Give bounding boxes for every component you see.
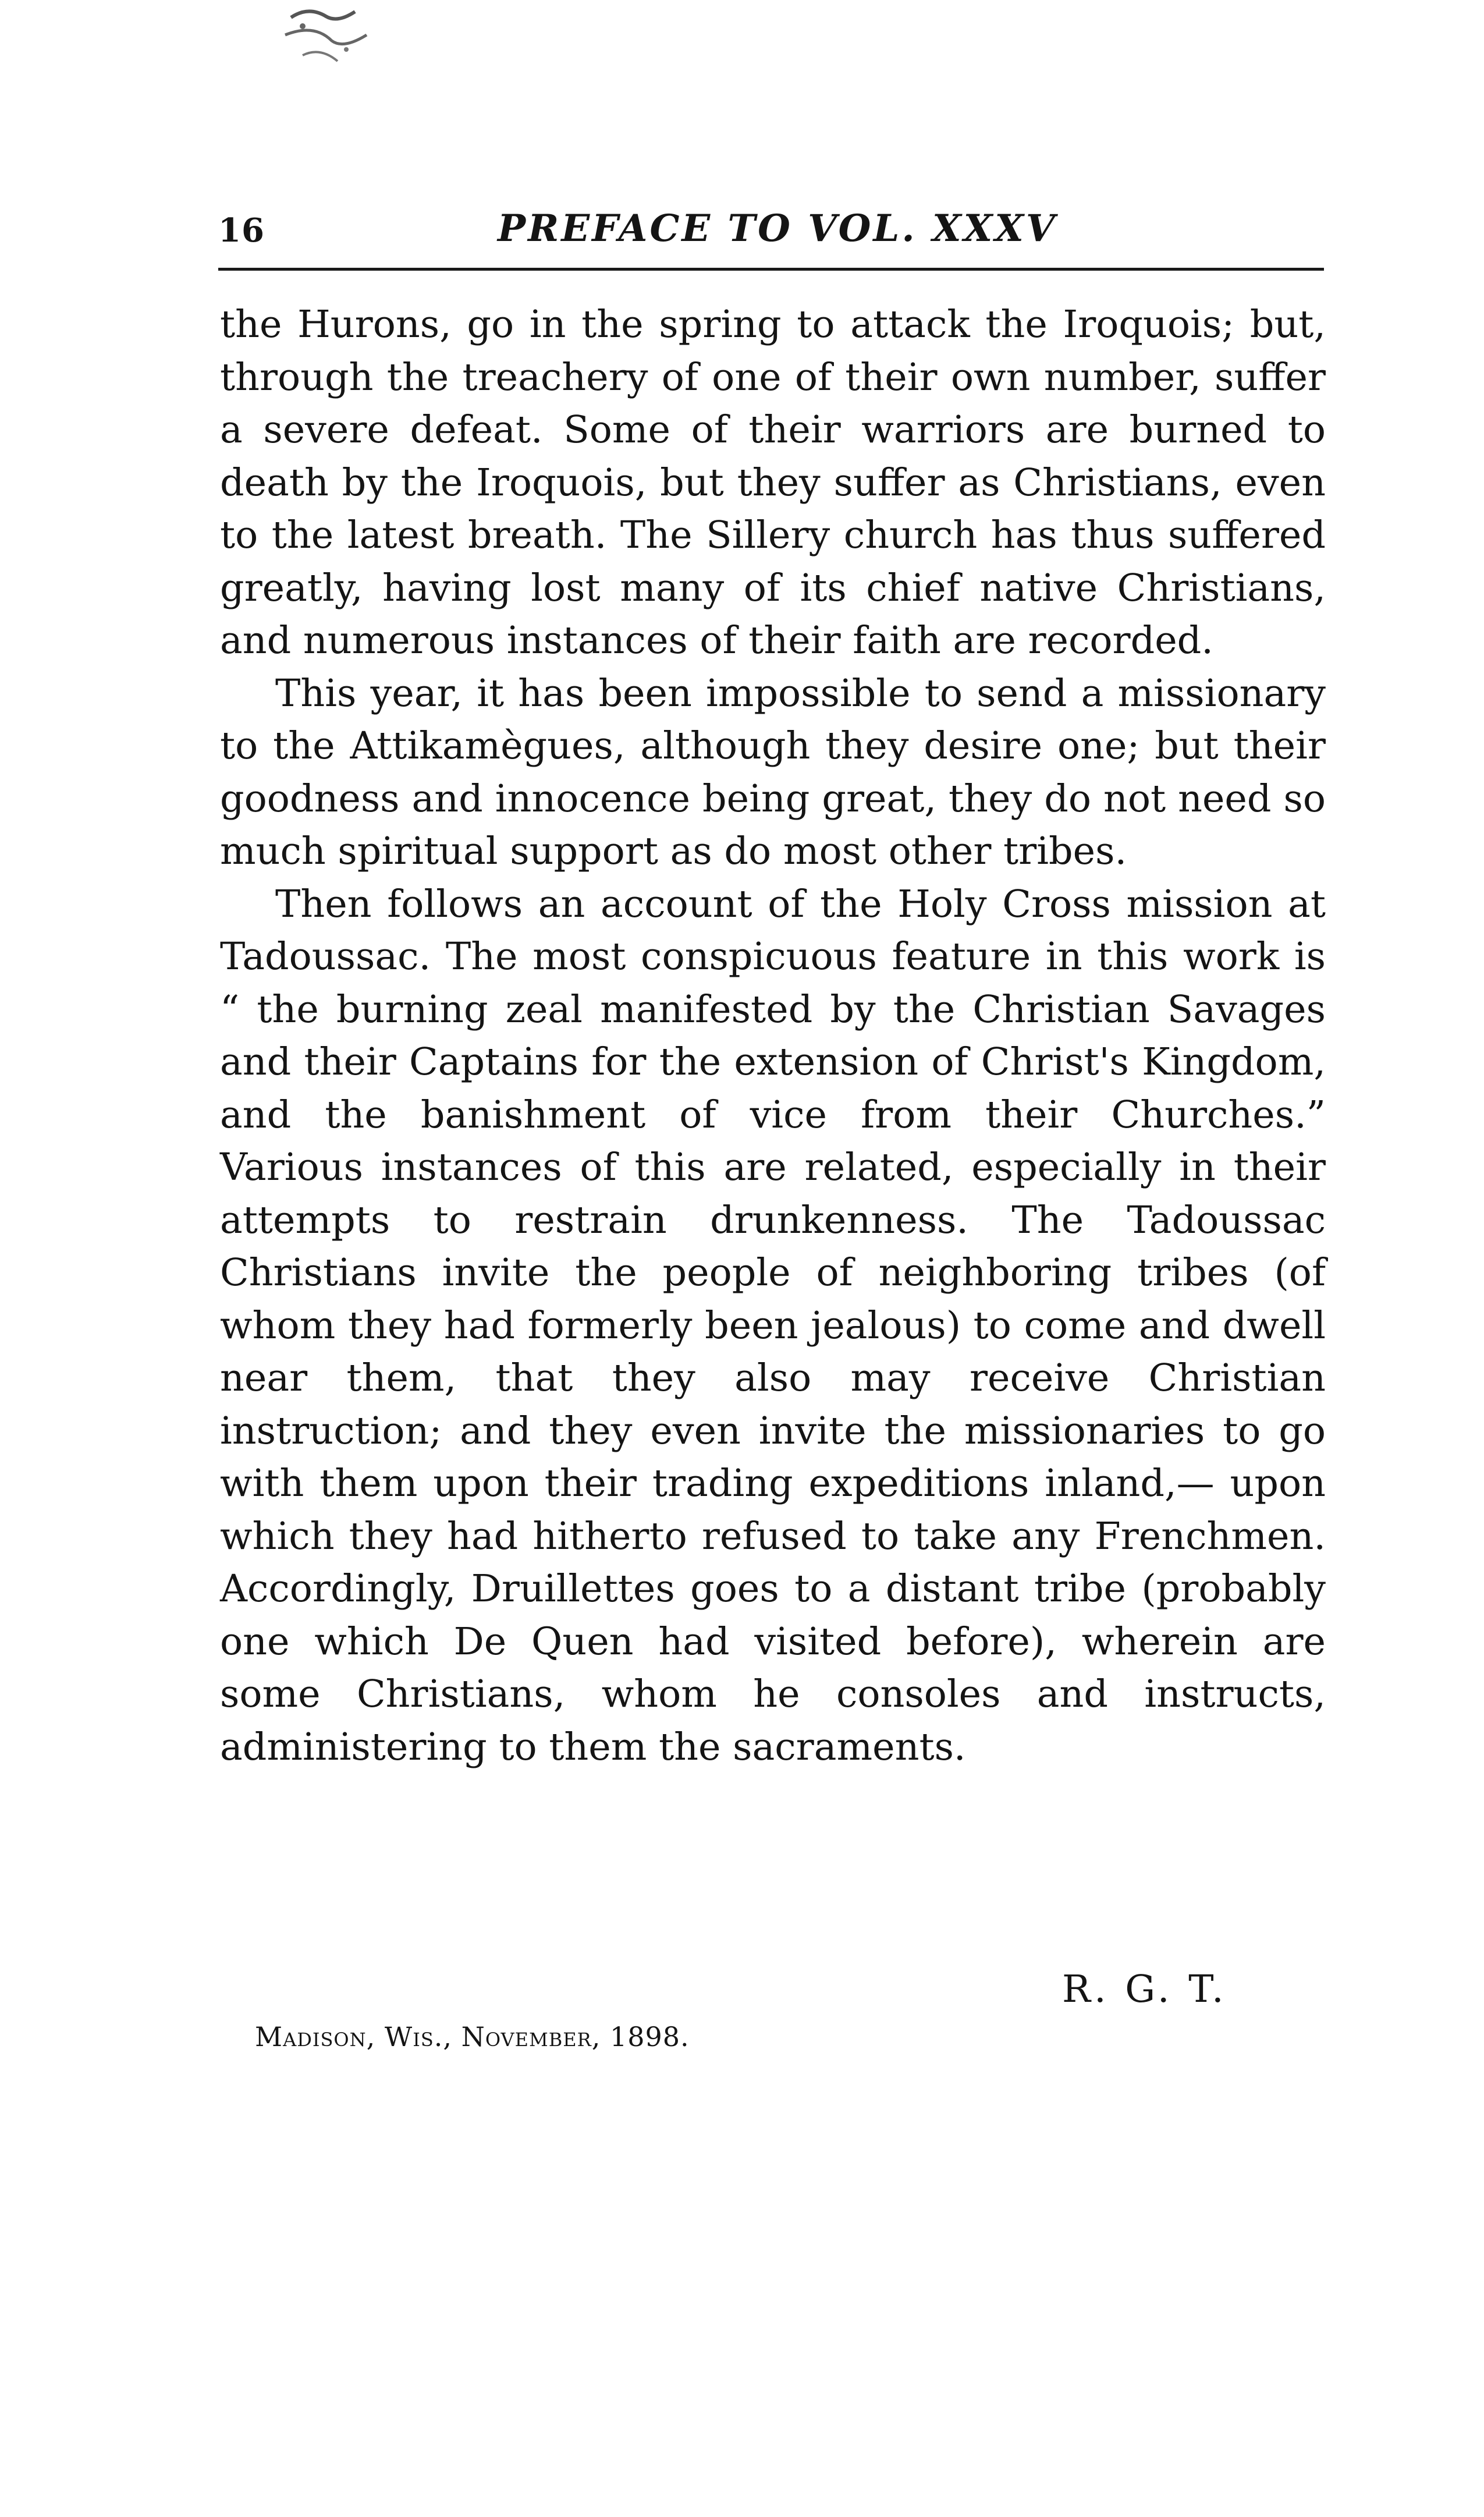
paragraph-1: the Hurons, go in the spring to attack the Iroquois; but, through the treachery of one of their own number, suffer a severe defeat. Some of their warriors are burned to death by the Iroquois, but they suffer as Christians, even to the latest breath. The Sillery church has thus suffered greatly, having lost many of its chief native Christians, and numerous instances of their faith are recorded. [220,303,1326,662]
body-text [220,299,1326,1774]
running-title: PREFACE TO VOL. XXXV [498,207,1057,250]
dateline: Madison, Wis., November, 1898. [255,2021,690,2052]
paragraph-2: This year, it has been impossible to send a missionary to the Attikamègues, although they desire one; but their goodness and innocence being great, they do not need so much spiritual support as do most other tribes. [220,671,1326,873]
page-number: 16 [218,211,265,250]
header-rule [218,268,1324,271]
paragraph-3: Then follows an account of the Holy Cross mission at Tadoussac. The most conspicuous feature in this work is “ the burning zeal manifested by the Christian Savages and their Captains for the extension of Christ's Kingdom, and the banishment of vice from their Churches.” Various instances of this are related, especially in their attempts to restrain drunkenness. The Tadoussac Christians invite the people of neighboring tribes (of whom they had formerly been jealous) to come and dwell near them, that they also may receive Christian instruction; and they even invite the missionaries to go with them upon their trading expeditions inland,— upon which they had hitherto refused to take any Frenchmen. Accordingly, Druillettes goes to a distant tribe (probably one which De Quen had visited before), wherein are some Christians, whom he consoles and instructs, administering to them the sacraments. [220,882,1326,1769]
printer-ornament-icon [268,0,384,81]
running-head [218,207,1324,259]
signature-initials: R. G. T. [1062,1967,1227,2011]
